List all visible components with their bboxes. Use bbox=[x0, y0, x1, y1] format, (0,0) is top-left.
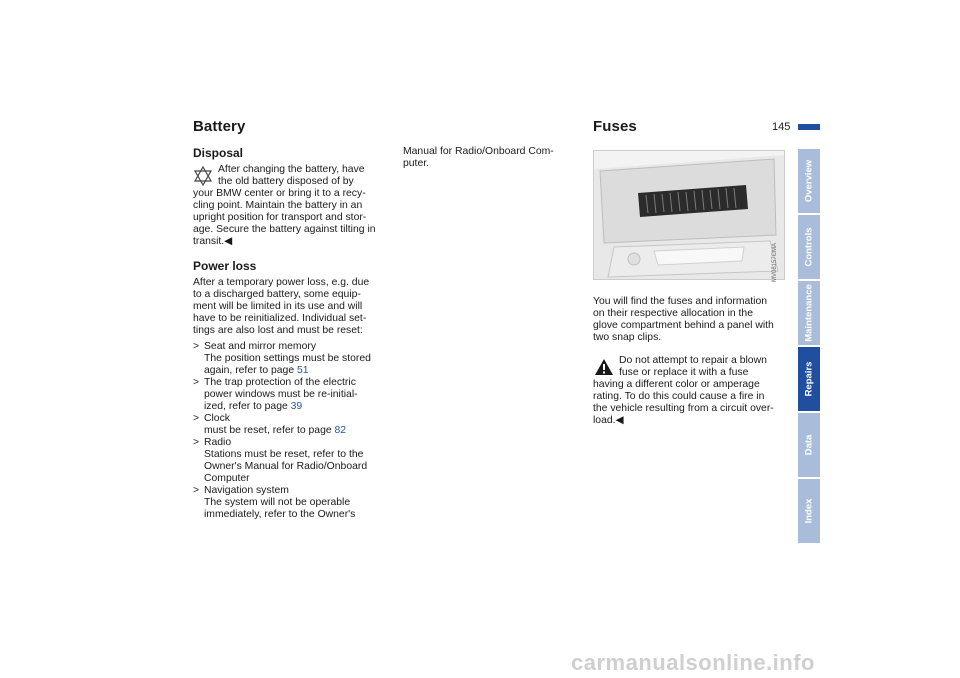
reset-list bbox=[193, 341, 385, 521]
power-loss-text bbox=[193, 277, 385, 521]
text-line: again, refer to page bbox=[204, 365, 298, 376]
tab-maintenance[interactable] bbox=[798, 281, 820, 345]
fuses-text bbox=[593, 296, 787, 344]
text-line: ized, refer to page bbox=[204, 401, 291, 412]
text-line: fuse or replace it with a fuse bbox=[619, 367, 749, 378]
page-number: 145 bbox=[772, 121, 791, 133]
list-item bbox=[193, 485, 385, 521]
text-line: the old battery disposed of by bbox=[218, 176, 354, 187]
text-line: Computer bbox=[204, 473, 250, 484]
tab-label: Index bbox=[803, 498, 815, 524]
text-line: to a discharged battery, some equip- bbox=[193, 289, 361, 300]
tab-repairs[interactable] bbox=[798, 347, 820, 411]
text-line: two snap clips. bbox=[593, 332, 662, 343]
tab-overview[interactable] bbox=[798, 149, 820, 213]
recycle-icon bbox=[193, 165, 213, 187]
text-line: have to be reinitialized. Individual set- bbox=[193, 313, 367, 324]
text-line: age. Secure the battery against tilting in bbox=[193, 224, 376, 235]
battery-title: Battery bbox=[193, 118, 246, 135]
text-line: glove compartment behind a panel with bbox=[593, 320, 774, 331]
text-line: the vehicle resulting from a circuit over- bbox=[593, 403, 774, 414]
tab-label: Controls bbox=[803, 227, 815, 267]
text-line: on their respective allocation in the bbox=[593, 308, 753, 319]
text-line: Clock bbox=[204, 413, 230, 424]
tab-controls[interactable] bbox=[798, 215, 820, 279]
page-link[interactable]: 39 bbox=[290, 401, 303, 412]
tab-label: Maintenance bbox=[803, 284, 815, 342]
text-line: immediately, refer to the Owner's bbox=[204, 509, 356, 520]
text-line: Stations must be reset, refer to the bbox=[204, 449, 364, 460]
glove-compartment-image bbox=[593, 150, 785, 280]
watermark: carmanualsonline.info bbox=[571, 650, 815, 675]
tab-label: Overview bbox=[803, 159, 815, 203]
tab-label: Repairs bbox=[803, 361, 815, 397]
power-loss-heading: Power loss bbox=[193, 259, 257, 273]
text-line: having a different color or amperage bbox=[593, 379, 760, 390]
text-line: rating. To do this could cause a fire in bbox=[593, 391, 765, 402]
text-line: The system will not be operable bbox=[204, 497, 351, 508]
bullet-marker: > bbox=[193, 341, 200, 352]
text-line: You will find the fuses and information bbox=[593, 296, 768, 307]
image-code: MV08157CMA bbox=[772, 242, 778, 282]
text-line: After changing the battery, have bbox=[218, 164, 365, 175]
list-item bbox=[193, 377, 385, 413]
page-link[interactable]: 51 bbox=[297, 365, 309, 376]
text-line: Seat and mirror memory bbox=[204, 341, 317, 352]
text-line: Owner's Manual for Radio/Onboard bbox=[204, 461, 368, 472]
text-line: Do not attempt to repair a blown bbox=[619, 355, 767, 366]
warning-icon bbox=[594, 358, 614, 376]
text-line: Radio bbox=[204, 437, 232, 448]
text-line: After a temporary power loss, e.g. due bbox=[193, 277, 370, 288]
text-line: tings are also lost and must be reset: bbox=[193, 325, 363, 336]
list-item bbox=[193, 413, 385, 437]
list-item bbox=[193, 437, 385, 485]
text-line: The position settings must be stored bbox=[204, 353, 371, 364]
text-line: The trap protection of the electric bbox=[204, 377, 356, 388]
text-line: must be reset, refer to page bbox=[204, 425, 335, 436]
text-line: puter. bbox=[403, 158, 429, 169]
list-item bbox=[193, 341, 385, 377]
text-line: load.◀ bbox=[593, 415, 624, 426]
text-line: your BMW center or bring it to a recy- bbox=[193, 188, 366, 199]
bullet-marker: > bbox=[193, 413, 200, 424]
tab-label: Data bbox=[803, 434, 815, 456]
bullet-marker: > bbox=[193, 437, 200, 448]
warning-text bbox=[593, 379, 793, 427]
continued-text bbox=[403, 146, 595, 170]
disposal-text-indented bbox=[218, 164, 365, 188]
text-line: ment will be limited in its use and will bbox=[193, 301, 363, 312]
text-line: Manual for Radio/Onboard Com- bbox=[403, 146, 554, 157]
bullet-marker: > bbox=[193, 377, 200, 388]
text-line: cling point. Maintain the battery in an bbox=[193, 200, 363, 211]
disposal-text bbox=[193, 188, 385, 248]
page-link[interactable]: 82 bbox=[334, 425, 347, 436]
disposal-heading: Disposal bbox=[193, 146, 244, 160]
text-line: upright position for transport and stor- bbox=[193, 212, 367, 223]
text-line: transit.◀ bbox=[193, 236, 233, 247]
text-line: Navigation system bbox=[204, 485, 289, 496]
page-marker-bar bbox=[798, 124, 820, 130]
tab-index[interactable] bbox=[798, 479, 820, 543]
tab-data[interactable] bbox=[798, 413, 820, 477]
fuses-title: Fuses bbox=[593, 118, 637, 135]
warning-text-indented bbox=[619, 355, 767, 379]
bullet-marker: > bbox=[193, 485, 200, 496]
text-line: power windows must be re-initial- bbox=[204, 389, 358, 400]
